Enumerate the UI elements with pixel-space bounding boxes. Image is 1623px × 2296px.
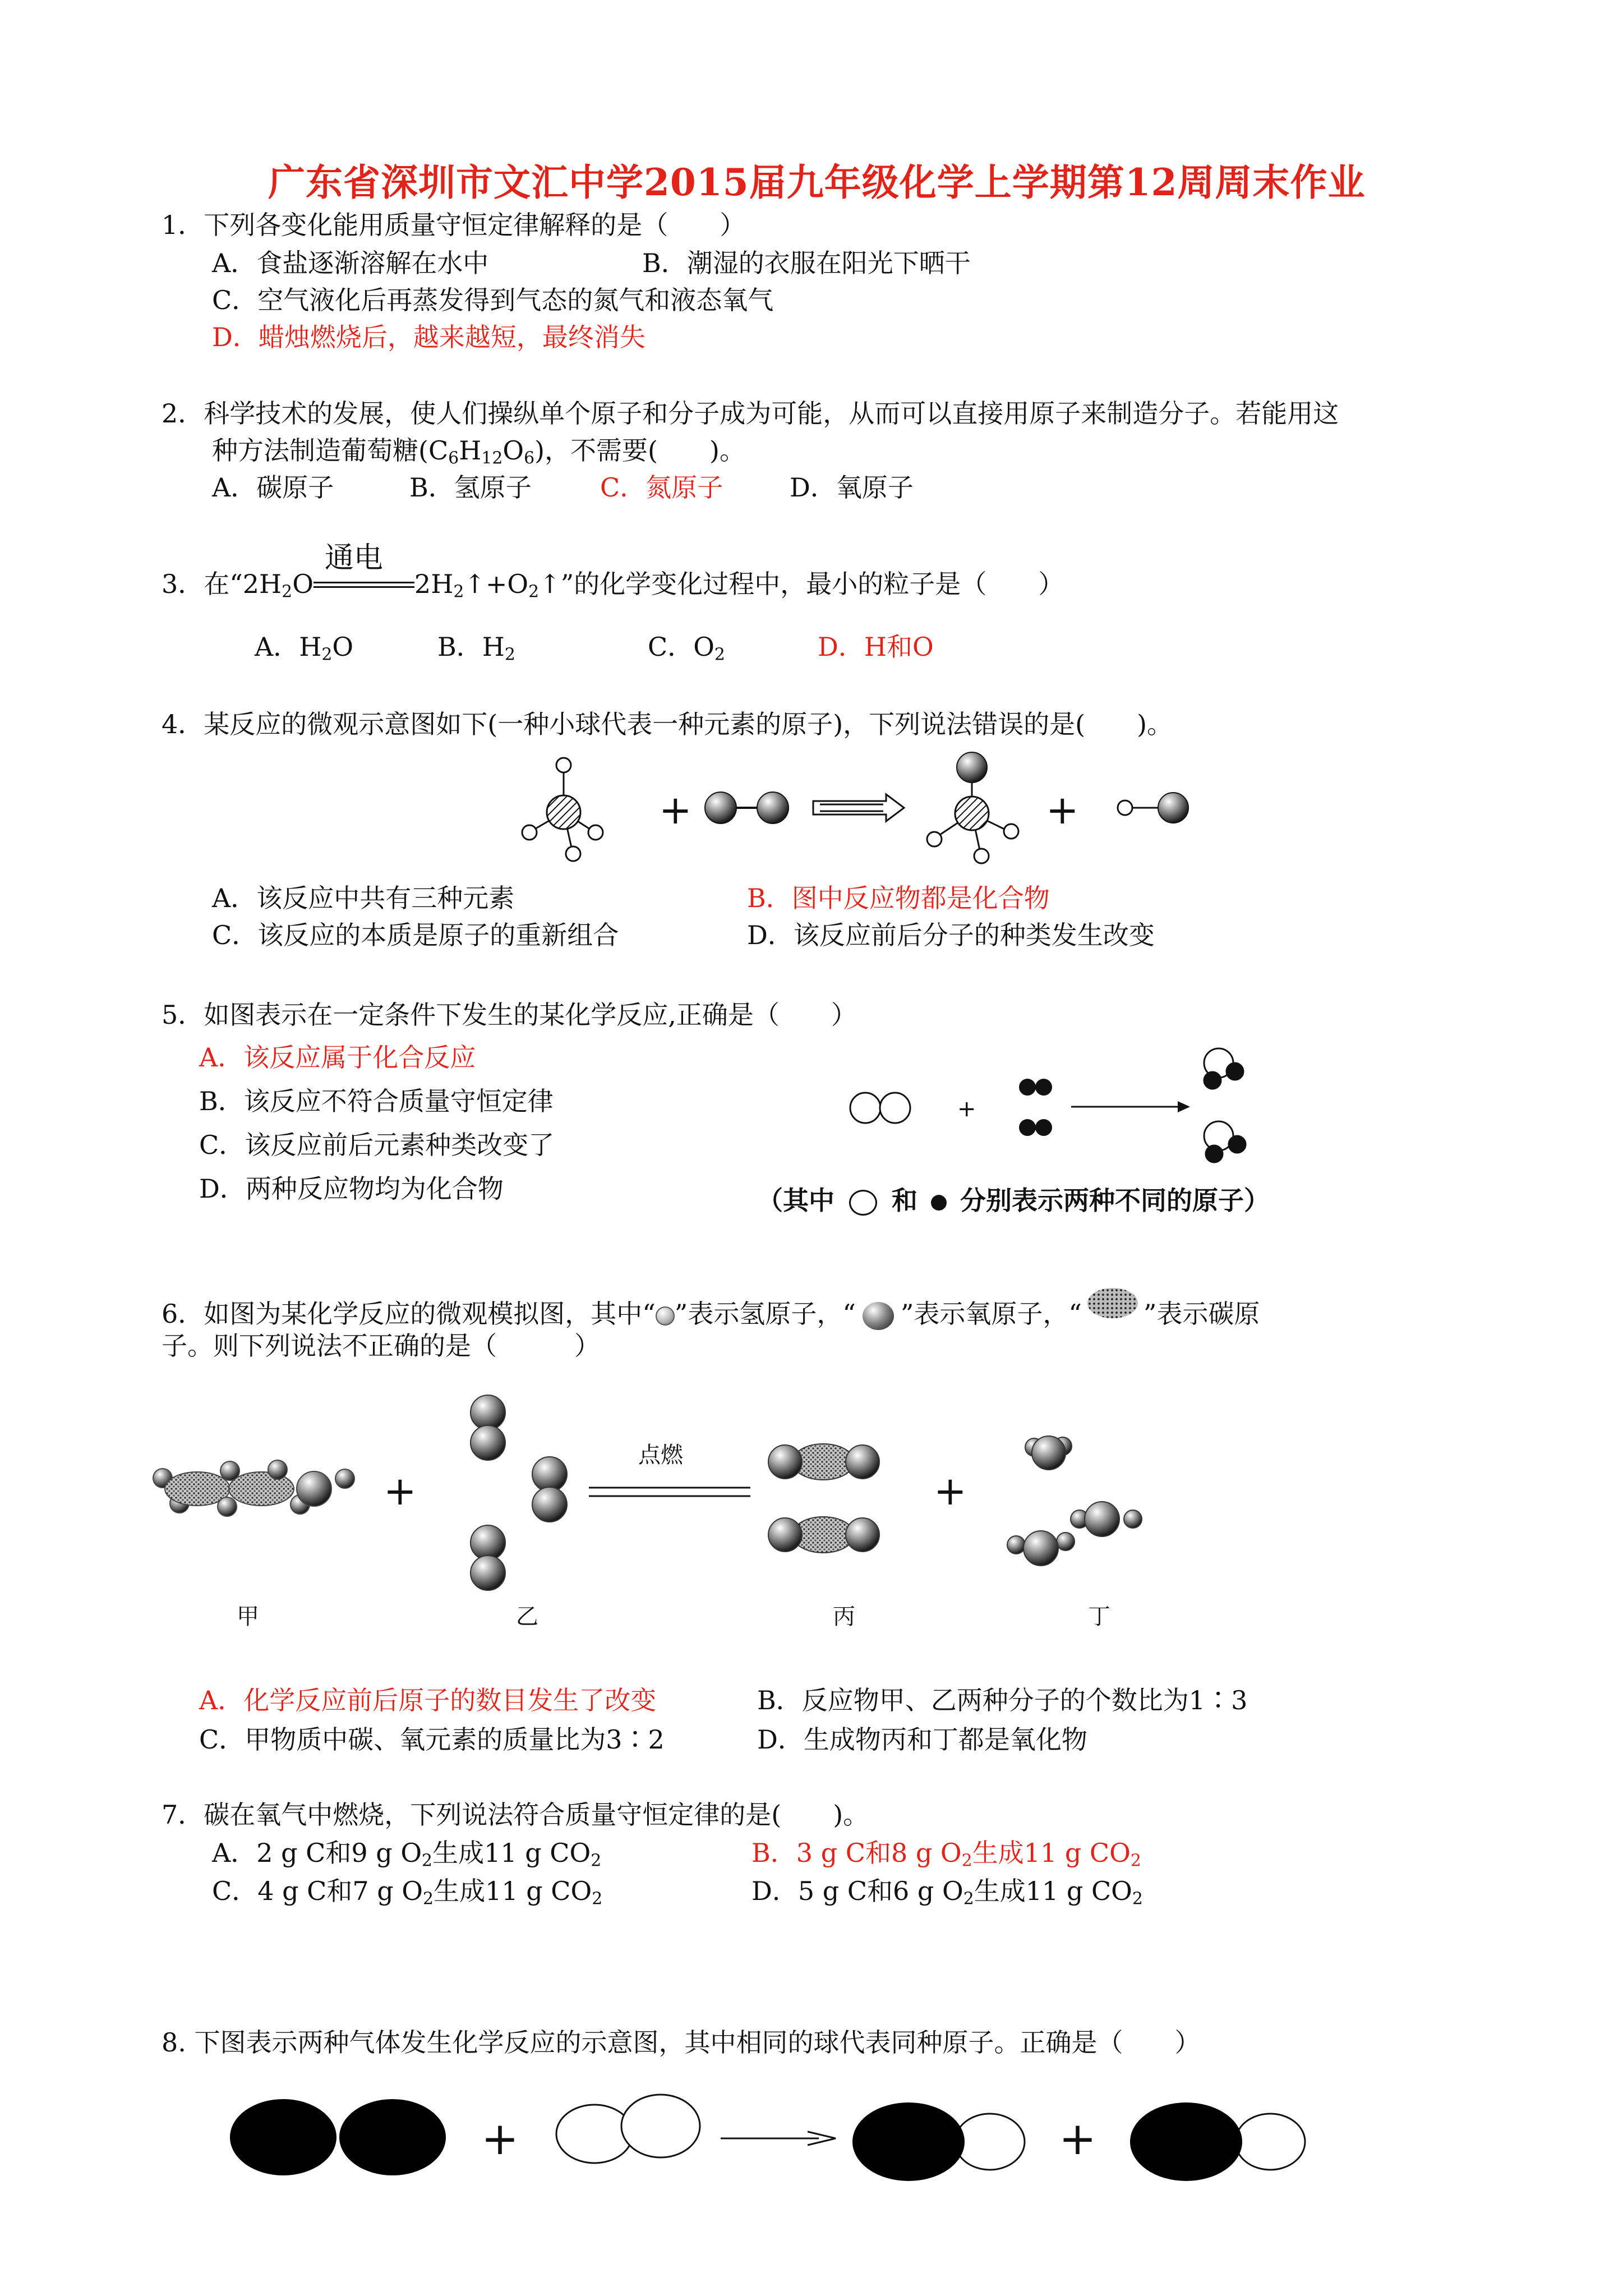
- q6-option-d[interactable]: D．生成物丙和丁都是氧化物: [757, 1724, 1087, 1755]
- q4-option-a[interactable]: A．该反应中共有三种元素: [212, 883, 515, 913]
- carbon-atom-icon: [1087, 1288, 1138, 1318]
- q4-reactant-molecule-1: [522, 758, 603, 861]
- q2-stem-line1: 2．科学技术的发展，使人们操纵单个原子和分子成为可能，从而可以直接用原子来制造分子。若能用这: [162, 398, 1339, 429]
- q6-label-yi: 乙: [516, 1604, 538, 1630]
- q2-stem-line2: 种方法制造葡萄糖$(C_6H_{12}O_6)$，不需要( )。: [212, 435, 745, 468]
- q6-stem-line2: 子。则下列说法不正确的是（ ）: [162, 1331, 600, 1361]
- q4-product-molecule-2: [1118, 793, 1188, 823]
- q6-option-a[interactable]: A．化学反应前后原子的数目发生了改变: [199, 1685, 657, 1715]
- page-title: 广东省深圳市文汇中学2015届九年级化学上学期第12周周末作业: [268, 160, 1366, 204]
- q2-option-a[interactable]: A．碳原子: [212, 472, 334, 503]
- q7-option-d[interactable]: D．5 g C和6 g $O_2$生成11 g $CO_2$: [751, 1876, 1143, 1909]
- q5-option-b[interactable]: B．该反应不符合质量守恒定律: [199, 1086, 554, 1116]
- q6-option-c[interactable]: C．甲物质中碳、氧元素的质量比为3∶2: [199, 1724, 665, 1755]
- q5-reactant-1: [850, 1093, 910, 1123]
- q2-option-b[interactable]: B．氢原子: [409, 472, 532, 503]
- q5-product-1: [1204, 1048, 1243, 1089]
- q8-reaction-diagram: [0, 2076, 1623, 2221]
- q5-option-a[interactable]: A．该反应属于化合反应: [199, 1042, 476, 1073]
- hydrogen-atom-icon: [656, 1306, 675, 1326]
- q4-stem: 4．某反应的微观示意图如下(一种小球代表一种元素的原子)，下列说法错误的是( )。: [162, 709, 1173, 739]
- q2-option-d[interactable]: D．氧原子: [790, 472, 914, 503]
- q6-label-ding: 丁: [1088, 1604, 1110, 1630]
- q5-stem: 5．如图表示在一定条件下发生的某化学反应,正确是（ ）: [162, 1000, 857, 1030]
- q3-condition: 通电: [324, 541, 383, 575]
- q5-plus: +: [957, 1096, 976, 1122]
- q8-product-1: [852, 2102, 1025, 2181]
- q1-option-d[interactable]: D．蜡烛燃烧后，越来越短，最终消失: [212, 322, 645, 352]
- q4-option-d[interactable]: D．该反应前后分子的种类发生改变: [747, 920, 1155, 950]
- q5-option-d[interactable]: D．两种反应物均为化合物: [199, 1174, 504, 1204]
- q5-reactant-2: [1019, 1079, 1052, 1136]
- q8-arrow: [721, 2132, 836, 2145]
- svg-text:+: +: [659, 787, 692, 833]
- q5-product-2: [1204, 1121, 1246, 1162]
- q4-reactant-molecule-2: [705, 792, 789, 823]
- q4-option-c[interactable]: C．该反应的本质是原子的重新组合: [212, 920, 619, 950]
- svg-text:+: +: [481, 2113, 519, 2165]
- q7-option-a[interactable]: A．2 g C和9 g $O_2$生成11 g $CO_2$: [212, 1838, 602, 1871]
- q3-option-c[interactable]: C．$O_2$: [648, 632, 725, 665]
- q5-reaction-diagram: [841, 1038, 1514, 1184]
- q6-label-bing: 丙: [833, 1604, 855, 1630]
- svg-text:+: +: [1046, 787, 1079, 833]
- q3-option-a[interactable]: A．$H_2O$: [255, 632, 354, 665]
- q6-condition: 点燃: [638, 1442, 683, 1468]
- svg-text:+: +: [934, 1468, 967, 1514]
- q2-option-c[interactable]: C．氮原子: [600, 472, 723, 503]
- q6-option-b[interactable]: B．反应物甲、乙两种分子的个数比为1∶3: [757, 1685, 1248, 1715]
- q7-stem: 7．碳在氧气中燃烧，下列说法符合质量守恒定律的是( )。: [162, 1800, 869, 1830]
- q1-option-b[interactable]: B．潮湿的衣服在阳光下晒干: [642, 248, 971, 278]
- q3-stem: 3．在“$2H_2O$ 通电 $2H_2↑+O_2↑$”的化学变化过程中，最小的粒子是（ ）: [162, 541, 1064, 602]
- q1-option-c[interactable]: C．空气液化后再蒸发得到气态的氮气和液态氧气: [212, 285, 774, 315]
- q5-option-c[interactable]: C．该反应前后元素种类改变了: [199, 1130, 555, 1160]
- q4-arrow: [813, 794, 904, 821]
- q8-reactant-1: [230, 2099, 446, 2175]
- q3-option-d[interactable]: D．H和O: [818, 632, 934, 662]
- q5-arrow: [1071, 1101, 1190, 1112]
- q6-label-jia: 甲: [237, 1604, 259, 1630]
- q6-molecule-jia: [153, 1460, 354, 1516]
- svg-text:+: +: [384, 1468, 417, 1514]
- q6-molecule-yi: [471, 1395, 567, 1590]
- q5-black-atom-icon: [931, 1195, 947, 1211]
- q5-caption: （其中 和 分别表示两种不同的原子）: [757, 1185, 1270, 1216]
- q5-white-atom-icon: [849, 1190, 877, 1216]
- q8-stem: 8. 下图表示两种气体发生化学反应的示意图，其中相同的球代表同种原子。正确是（ ）: [162, 2027, 1201, 2058]
- q6-stem-line1: 6．如图为某化学反应的微观模拟图，其中“ ”表示氢原子，“ ”表示氧原子，“ ”表示碳原: [162, 1288, 1260, 1330]
- q3-option-b[interactable]: B．$H_2$: [437, 632, 515, 665]
- q6-condition-line: [589, 1488, 750, 1496]
- q7-option-c[interactable]: C．4 g C和7 g $O_2$生成11 g $CO_2$: [212, 1876, 603, 1909]
- q6-molecule-ding: [1007, 1436, 1142, 1566]
- q8-product-2: [1130, 2102, 1305, 2181]
- q1-option-a[interactable]: A．食盐逐渐溶解在水中: [212, 248, 489, 278]
- oxygen-atom-icon: [863, 1302, 894, 1330]
- q4-option-b[interactable]: B．图中反应物都是化合物: [747, 883, 1050, 913]
- q1-stem: 1．下列各变化能用质量守恒定律解释的是（ ）: [162, 210, 746, 240]
- q6-molecule-bing: [768, 1444, 879, 1553]
- q4-product-molecule-1: [927, 752, 1018, 863]
- q8-reactant-2: [556, 2095, 700, 2163]
- svg-text:+: +: [1059, 2113, 1097, 2165]
- q7-option-b[interactable]: B．3 g C和8 g $O_2$生成11 g $CO_2$: [751, 1838, 1141, 1871]
